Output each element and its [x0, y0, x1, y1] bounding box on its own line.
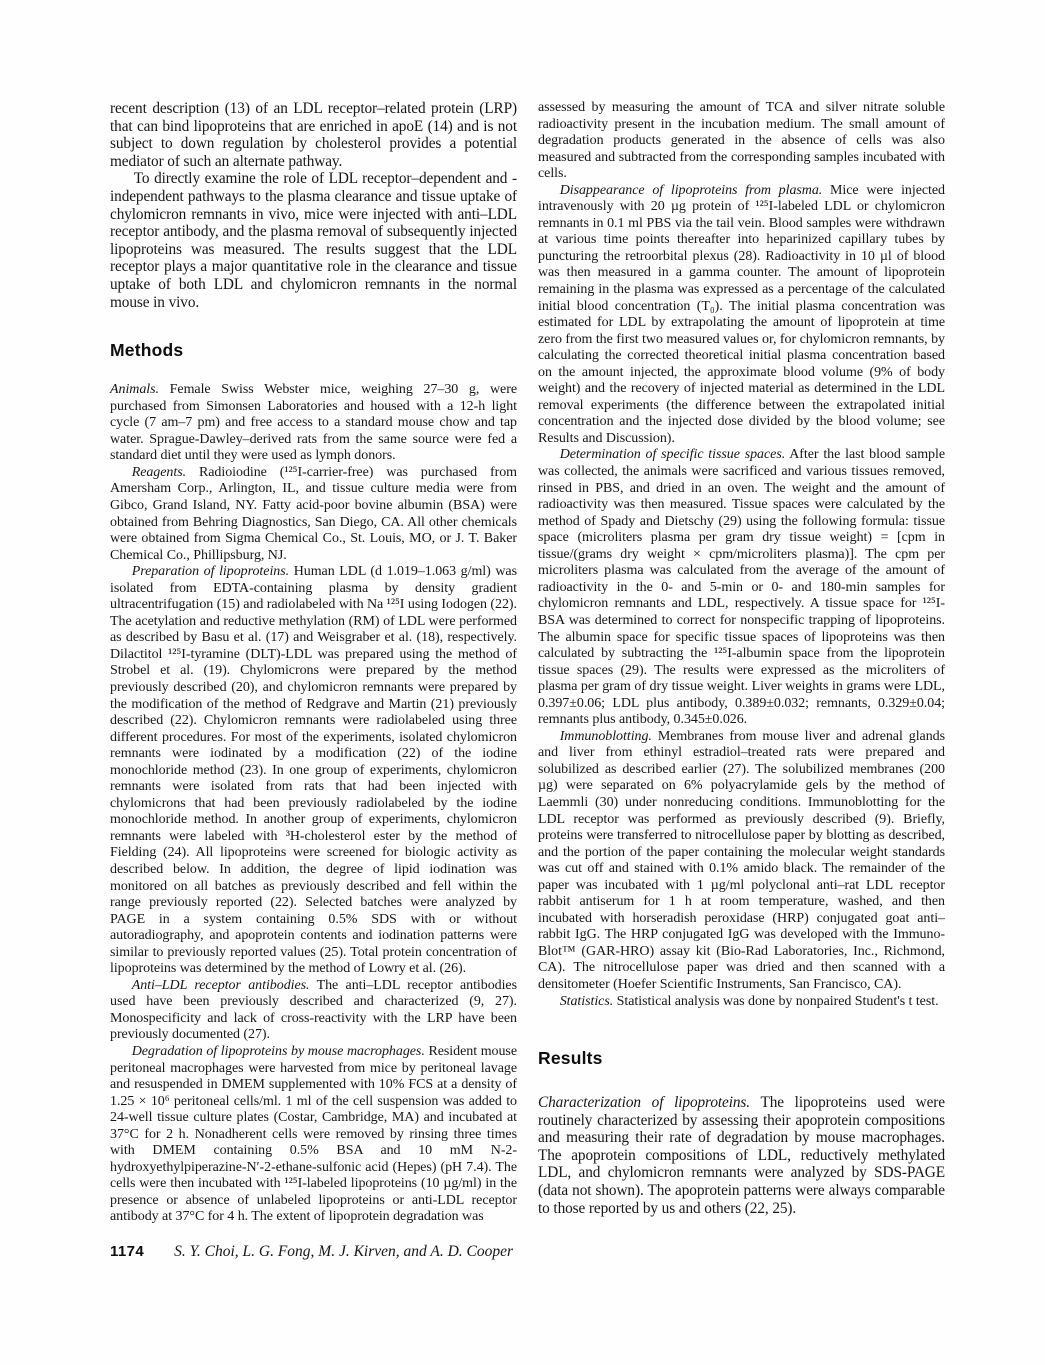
- paragraph-text: Female Swiss Webster mice, weighing 27–30 g, were purchased from Simonsen Laboratories and housed with a 12-h light cycle (7 am–7 pm) and free access to a standard mouse chow and tap water. Sprague-Dawley–derived rats from the same source were fed a standard diet until they were used as lymph donors.: [110, 382, 517, 464]
- run-in-heading: Preparation of lipoproteins.: [131, 564, 290, 580]
- methods-heading: Methods: [110, 340, 184, 361]
- intro-paragraph: [110, 170, 517, 311]
- paragraph-text: assessed by measuring the amount of TCA and silver nitrate soluble radioactivity present in the incubation medium. The small amount of degradation products generated in the absence of cells was also measured and subtracted from the corresponding samples incubated with cells.: [538, 100, 945, 182]
- paragraph-text: The lipoproteins used were routinely characterized by assessing their apoprotein compositions and measuring their rate of degradation by mouse macrophages. The apoprotein compositions of LDL, reductively methylated LDL, and chylomicron remnants were analyzed by SDS-PAGE (data not shown). The apoprotein patterns were always comparable to those reported by us and others (22, 25).: [538, 1094, 945, 1217]
- run-in-heading: Reagents.: [131, 464, 187, 480]
- intro-paragraph-continued: [110, 100, 517, 170]
- page-footer: [110, 1243, 950, 1261]
- methods-paragraph-degradation: [110, 1044, 517, 1226]
- paragraph-text: Mice were injected intravenously with 20 µg protein of ¹²⁵I-labeled LDL or chylomicron remnants in 0.1 ml PBS via the tail vein. Blood samples were withdrawn at various time points thereafter into heparinized capillary tubes by puncturing the retroorbital plexus (28). Radioactivity in 10 µl of blood was then measured in a gamma counter. The amount of lipoprotein remaining in the plasma was expressed as a percentage of the calculated initial blood concentration (T₀). The initial plasma concentration was estimated for LDL by extrapolating the amount of lipoprotein at time zero from the first two measured values or, for chylomicron remnants, by calculating the corrected theoretical initial plasma concentration based on the amount injected, the approximate blood volume (9% of body weight) and the recovery of injected material as determined in the LDL removal experiments (the difference between the extrapolated initial concentration and the injected dose divided by the blood volume; see Results and Discussion).: [538, 182, 946, 446]
- methods-paragraph-antibodies: [110, 978, 517, 1044]
- methods-paragraph-statistics: [538, 994, 945, 1011]
- run-in-heading: Anti–LDL receptor antibodies.: [131, 977, 310, 993]
- results-paragraph-characterization: [538, 1094, 945, 1217]
- run-in-heading: Degradation of lipoproteins by mouse macrophages.: [131, 1044, 425, 1059]
- paragraph-text: After the last blood sample was collected, the animals were sacrificed and various tissues removed, rinsed in PBS, and dried in an oven. The weight and the amount of radioactivity was then measured. Tissue spaces were calculated by the method of Spady and Dietschy (29) using the following formula: tissue space (microliters plasma per gram dry tissue weight) = [cpm in tissue/(grams dry weight × cpm/microliters plasma)]. The cpm per microliters plasma was calculated from the average of the amount of radioactivity in the 0- and 5-min or 0- and 180-min samples for chylomicron remnants and LDL, respectively. A tissue space for ¹²⁵I-BSA was determined to correct for nonspecific trapping of lipoproteins. The albumin space for specific tissue spaces of lipoproteins was then calculated by subtracting the ¹²⁵I-albumin space from the lipoprotein tissue spaces (29). The results were expressed as the microliters of plasma per gram of dry tissue weight. Liver weights in grams were LDL, 0.397±0.06; LDL plus antibody, 0.389±0.032; remnants, 0.329±0.04; remnants plus antibody, 0.345±0.026.: [538, 447, 945, 728]
- paragraph-text: recent description (13) of an LDL receptor–related protein (LRP) that can bind lipoproteins that are enriched in apoE (14) and is not subject to down regulation by cholesterol provides a potential mediator of such an alternate pathway.: [110, 100, 517, 170]
- run-in-heading: Statistics.: [559, 993, 614, 1009]
- right-column: [538, 100, 945, 1217]
- paragraph-text: The anti–LDL receptor antibodies used have been previously described and characterized (9, 27). Monospecificity and lack of cross-reactivity with the LRP have been previously documented (27).: [110, 977, 517, 1043]
- run-in-heading: Characterization of lipoproteins.: [538, 1094, 750, 1112]
- methods-paragraph-immunoblotting: [538, 729, 945, 994]
- run-in-heading: Animals.: [110, 382, 159, 398]
- paragraph-text: Human LDL (d 1.019–1.063 g/ml) was isolated from EDTA-containing plasma by density gradient ultracentrifugation (15) and radiolabeled with Na ¹²⁵I using Iodogen (22). The acetylation and reductive methylation (RM) of LDL were performed as described by Basu et al. (17) and Weisgraber et al. (18), respectively. Dilactitol ¹²⁵I-tyramine (DLT)-LDL was prepared using the method of Strobel et al. (19). Chylomicrons were prepared by the method previously described (20), and chylomicron remnants were prepared by the modification of the method of Redgrave and Martin (21) previously described (22). Chylomicron remnants were radiolabeled using three different procedures. For most of the experiments, isolated chylomicron remnants were iodinated by a modification (22) of the iodine monochloride method (23). In one group of experiments, chylomicron remnants were isolated from rats that had been injected with chylomicrons that had been previously radiolabeled by the iodine monochloride method. In another group of experiments, chylomicron remnants were labeled with ³H-cholesterol ester by the method of Fielding (24). All lipoproteins were screened for biologic activity as described below. In addition, the degree of lipid iodination was monitored on all batches as previously described and fell within the range previously reported (22). Selected batches were analyzed by PAGE in a system containing 0.5% SDS with or without autoradiography, and apoprotein contents and iodination patterns were similar to previously reported values (25). Total protein concentration of lipoproteins was determined by the method of Lowry et al. (26).: [110, 564, 517, 977]
- methods-paragraph-disappearance: [538, 183, 945, 448]
- methods-paragraph-animals: [110, 382, 517, 465]
- paragraph-text: To directly examine the role of LDL receptor–dependent and -independent pathways to the plasma clearance and tissue uptake of chylomicron remnants in vivo, mice were injected with anti–LDL receptor antibody, and the plasma removal of subsequently injected lipoproteins was measured. The results suggest that the LDL receptor plays a major quantitative role in the clearance and tissue uptake of both LDL and chylomicron remnants in the normal mouse in vivo.: [110, 170, 517, 311]
- left-column: [110, 100, 517, 1226]
- paragraph-text: Membranes from mouse liver and adrenal glands and liver from ethinyl estradiol–treated rats were prepared and solubilized as described earlier (27). The solubilized membranes (200 µg) were separated on 6% polyacrylamide gels by the method of Laemmli (30) under nonreducing conditions. Immunoblotting for the LDL receptor was performed as previously described (9). Briefly, proteins were transferred to nitrocellulose paper by blotting as described, and the portion of the paper containing the molecular weight standards was cut off and stained with 0.1% amido black. The remainder of the paper was incubated with 1 µg/ml polyclonal anti–rat LDL receptor rabbit antiserum for 1 h at room temperature, washed, and then incubated with horseradish peroxidase (HRP) conjugated goat anti–rabbit IgG. The HRP conjugated IgG was developed with the Immuno-Blot™ (GAR-HRO) assay kit (Bio-Rad Laboratories, Inc., Richmond, CA). The nitrocellulose paper was dried and then scanned with a densitometer (Hoefer Scientific Instruments, San Francisco, CA).: [538, 728, 945, 992]
- methods-paragraph-reagents: [110, 465, 517, 564]
- methods-paragraph-preparation: [110, 564, 517, 978]
- methods-paragraph-tissue-spaces: [538, 447, 945, 728]
- run-in-heading: Determination of specific tissue spaces.: [559, 447, 786, 463]
- paragraph-text: Resident mouse peritoneal macrophages were harvested from mice by peritoneal lavage and resuspended in DMEM supplemented with 10% FCS at a density of 1.25 × 10⁶ peritoneal cells/ml. 1 ml of the cell suspension was added to 24-well tissue culture plates (Costar, Cambridge, MA) and incubated at 37°C for 2 h. Nonadherent cells were removed by rinsing three times with DMEM containing 0.5% BSA and 10 mM N-2-hydroxyethylpiperazine-N′-2-ethane-sulfonic acid (Hepes) (pH 7.4). The cells were then incubated with ¹²⁵I-labeled lipoproteins (10 µg/ml) in the presence or absence of unlabeled lipoproteins or anti-LDL receptor antibody at 37°C for 4 h. The extent of lipoprotein degradation was: [110, 1044, 517, 1225]
- run-in-heading: Disappearance of lipoproteins from plasma.: [559, 182, 823, 198]
- paragraph-text: Statistical analysis was done by nonpaired Student's t test.: [613, 993, 939, 1009]
- run-in-heading: Immunoblotting.: [559, 728, 652, 744]
- page-number: 1174: [110, 1243, 145, 1260]
- paragraph-text: Radioiodine (¹²⁵I-carrier-free) was purchased from Amersham Corp., Arlington, IL, and tissue culture media were from Gibco, Grand Island, NY. Fatty acid-poor bovine albumin (BSA) were obtained from Behring Diagnostics, San Diego, CA. All other chemicals were obtained from Sigma Chemical Co., St. Louis, MO, or J. T. Baker Chemical Co., Phillipsburg, NJ.: [110, 464, 517, 563]
- results-heading: Results: [538, 1048, 603, 1069]
- methods-paragraph-continued: [538, 100, 945, 183]
- running-authors: S. Y. Choi, L. G. Fong, M. J. Kirven, and A. D. Cooper: [174, 1243, 514, 1260]
